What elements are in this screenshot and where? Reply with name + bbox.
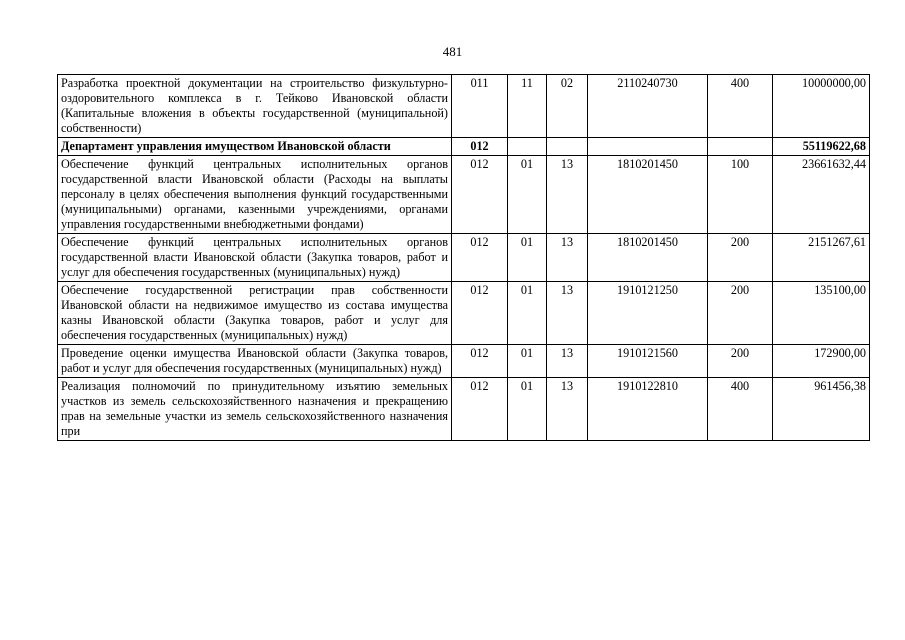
row-subsection-code: 13: [547, 234, 588, 282]
row-expense-type: 200: [708, 282, 773, 345]
row-ved-code: 012: [452, 378, 508, 441]
row-section-code: 11: [508, 75, 547, 138]
row-amount: 23661632,44: [773, 156, 870, 234]
row-target-code: 1910121250: [588, 282, 708, 345]
row-subsection-code: 02: [547, 75, 588, 138]
row-subsection-code: 13: [547, 378, 588, 441]
row-description: Разработка проектной документации на строительство физкультурно-оздоровительного комплекса в г. Тейково Ивановской области (Капитальные вложения в объекты государственной (муниципальной) собственности): [58, 75, 452, 138]
page-number: 481: [442, 44, 463, 59]
row-amount: 2151267,61: [773, 234, 870, 282]
table-row-department: [58, 138, 870, 156]
row-expense-type: 100: [708, 156, 773, 234]
row-section-code: 01: [508, 156, 547, 234]
table-row: [58, 75, 870, 138]
row-expense-type: 400: [708, 75, 773, 138]
row-section-code: [508, 138, 547, 156]
row-section-code: 01: [508, 345, 547, 378]
table-row: [58, 282, 870, 345]
row-description: Проведение оценки имущества Ивановской области (Закупка товаров, работ и услуг для обеспечения государственных (муниципальных) нужд): [58, 345, 452, 378]
row-expense-type: 200: [708, 345, 773, 378]
row-expense-type: [708, 138, 773, 156]
row-amount: 55119622,68: [773, 138, 870, 156]
row-section-code: 01: [508, 234, 547, 282]
row-subsection-code: 13: [547, 156, 588, 234]
row-ved-code: 012: [452, 234, 508, 282]
row-subsection-code: [547, 138, 588, 156]
row-description: Обеспечение государственной регистрации прав собственности Ивановской области на недвижимое имущество из состава имущества казны Ивановской области (Закупка товаров, работ и услуг для обеспечения государственных (муниципальных) нужд): [58, 282, 452, 345]
row-description: Департамент управления имуществом Ивановской области: [58, 138, 452, 156]
row-amount: 172900,00: [773, 345, 870, 378]
row-target-code: 1810201450: [588, 156, 708, 234]
row-ved-code: 012: [452, 138, 508, 156]
row-expense-type: 200: [708, 234, 773, 282]
row-amount: 961456,38: [773, 378, 870, 441]
table-row: [58, 234, 870, 282]
row-subsection-code: 13: [547, 282, 588, 345]
row-ved-code: 012: [452, 345, 508, 378]
row-subsection-code: 13: [547, 345, 588, 378]
row-description: Обеспечение функций центральных исполнительных органов государственной власти Ивановской области (Закупка товаров, работ и услуг для обеспечения государственных (муниципальных) нужд): [58, 234, 452, 282]
row-section-code: 01: [508, 378, 547, 441]
row-target-code: [588, 138, 708, 156]
row-target-code: 1910121560: [588, 345, 708, 378]
row-section-code: 01: [508, 282, 547, 345]
row-expense-type: 400: [708, 378, 773, 441]
row-target-code: 1910122810: [588, 378, 708, 441]
row-amount: 135100,00: [773, 282, 870, 345]
row-amount: 10000000,00: [773, 75, 870, 138]
row-description: Обеспечение функций центральных исполнительных органов государственной власти Ивановской области (Расходы на выплаты персоналу в целях обеспечения выполнения функций государственными (муниципальными) органами, казенными учреждениями, органами управления государственными внебюджетными фондами): [58, 156, 452, 234]
row-description: Реализация полномочий по принудительному изъятию земельных участков из земель сельскохозяйственного назначения и прекращению прав на земельные участки из земель сельскохозяйственного назначения при: [58, 378, 452, 441]
row-target-code: 1810201450: [588, 234, 708, 282]
row-ved-code: 012: [452, 156, 508, 234]
table-row: [58, 345, 870, 378]
row-target-code: 2110240730: [588, 75, 708, 138]
budget-table: [57, 74, 870, 441]
table-row: [58, 378, 870, 441]
row-ved-code: 012: [452, 282, 508, 345]
table-row: [58, 156, 870, 234]
row-ved-code: 011: [452, 75, 508, 138]
